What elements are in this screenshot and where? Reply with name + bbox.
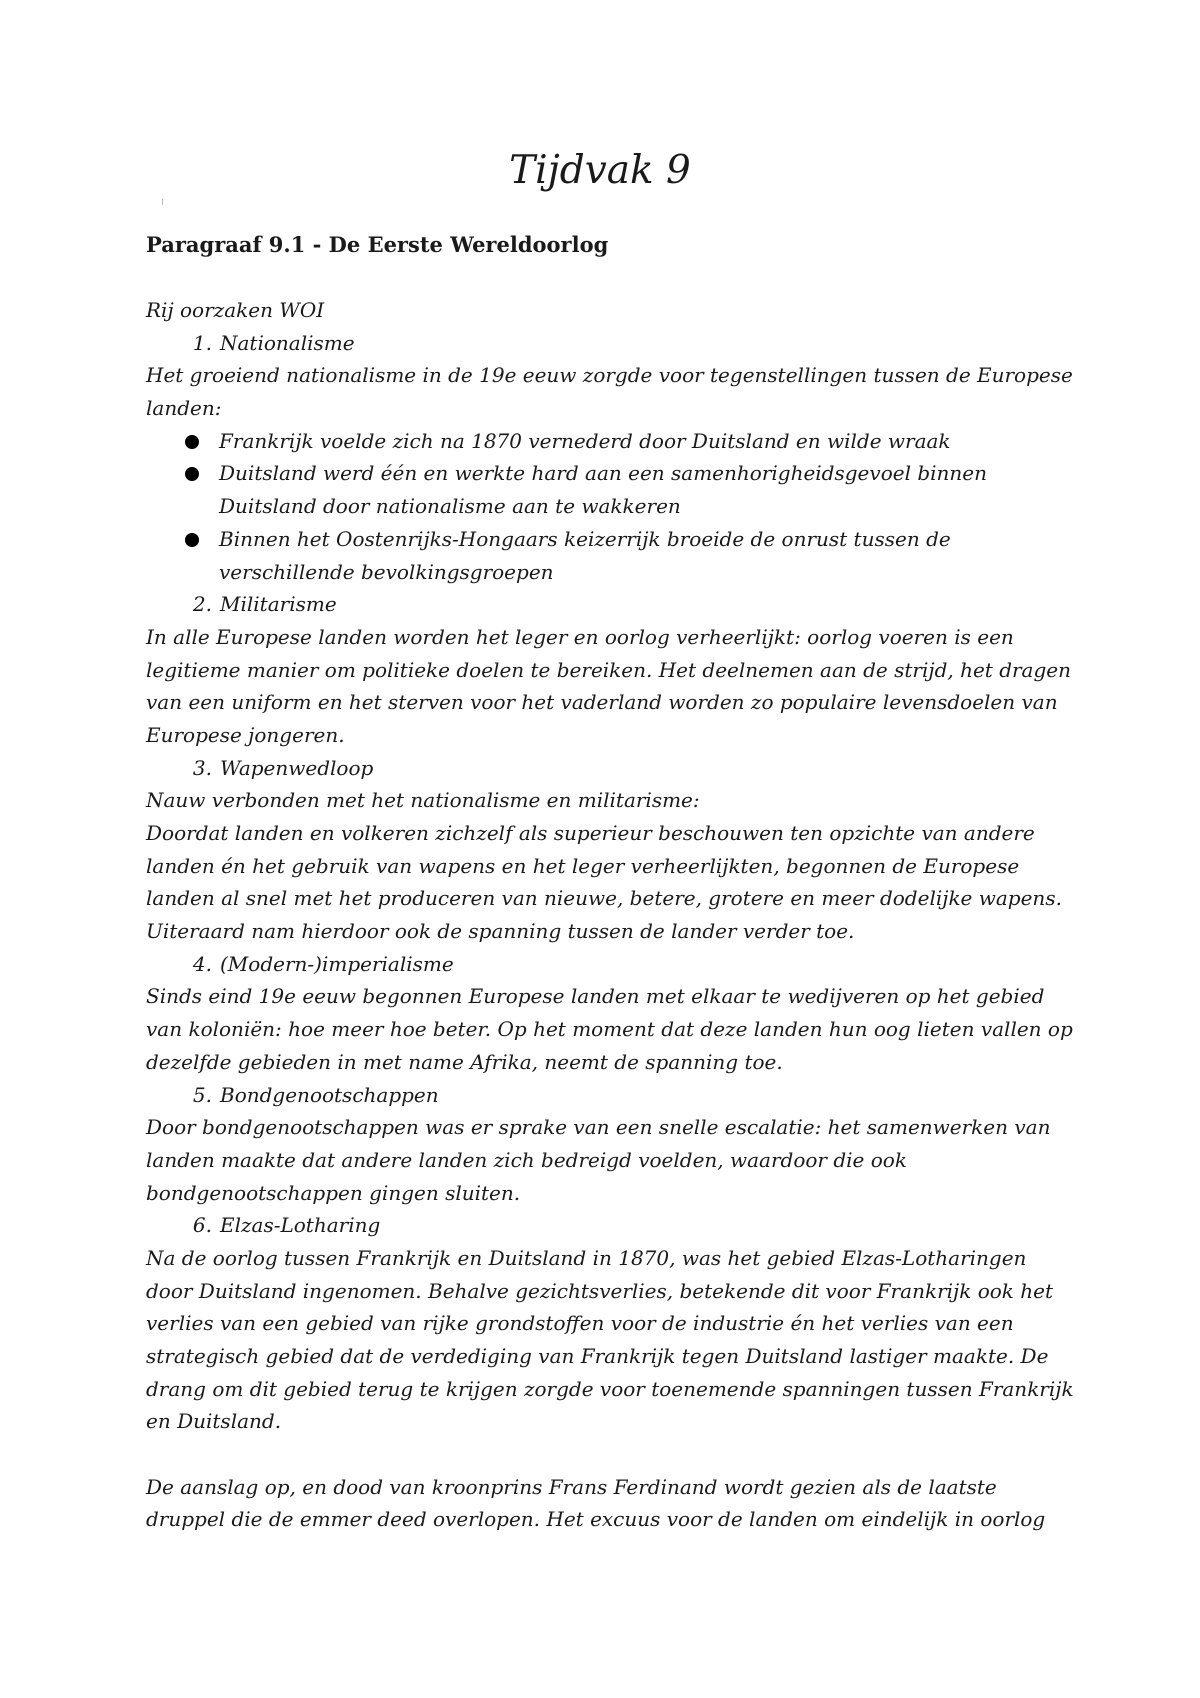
paragraph-line: Nauw verbonden met het nationalisme en militarisme: xyxy=(146,788,700,813)
paragraph-line: van koloniën: hoe meer hoe beter. Op het moment dat deze landen hun oog lieten vallen op xyxy=(146,1017,1073,1042)
list-label: Militarisme xyxy=(220,592,337,617)
list-label: Nationalisme xyxy=(220,330,355,355)
paragraph-line: drang om dit gebied terug te krijgen zorgde voor toenemende spanningen tussen Frankrijk xyxy=(146,1376,1074,1401)
paragraph-line: verlies van een gebied van rijke grondstoffen voor de industrie én het verlies van een xyxy=(146,1311,1014,1336)
bullet-icon xyxy=(185,533,199,547)
paragraph-line: strategisch gebied dat de verdediging van Frankrijk tegen Duitsland lastiger maakte. De xyxy=(146,1344,1049,1368)
paragraph-spacer xyxy=(146,1438,1076,1471)
closing-line: druppel die de emmer deed overlopen. Het excuus voor de landen om eindelijk in oorlog xyxy=(146,1507,1046,1532)
list-item-militarisme xyxy=(146,588,1076,621)
intro-line: Rij oorzaken WOI xyxy=(146,298,325,322)
bullet-icon xyxy=(185,435,199,449)
list-label: Elzas-Lotharing xyxy=(220,1213,381,1238)
list-number: 6. xyxy=(192,1213,212,1238)
list-label: (Modern-)imperialisme xyxy=(220,951,454,976)
section-heading: Paragraaf 9.1 - De Eerste Wereldoorlog xyxy=(146,232,609,257)
bullet-item xyxy=(146,457,1076,490)
paragraph-line: landen: xyxy=(146,396,222,421)
document-body xyxy=(146,294,1076,1536)
list-number: 2. xyxy=(192,592,212,617)
list-item-wapenwedloop xyxy=(146,752,1076,785)
paragraph-line: landen al snel met het produceren van nieuwe, betere, grotere en meer dodelijke wapens. xyxy=(146,886,1062,911)
list-label: Wapenwedloop xyxy=(220,755,374,780)
paragraph-line: landen én het gebruik van wapens en het leger verheerlijkten, begonnen de Europese xyxy=(146,853,1020,878)
paragraph-line: van een uniform en het sterven voor het vaderland worden zo populaire levensdoelen van xyxy=(146,690,1058,715)
bullet-text: Binnen het Oostenrijks-Hongaars keizerrijk broeide de onrust tussen de xyxy=(219,526,951,551)
bullet-icon xyxy=(185,467,199,481)
cursor-mark xyxy=(162,199,163,205)
paragraph-line: legitieme manier om politieke doelen te bereiken. Het deelnemen aan de strijd, het dragen xyxy=(146,657,1071,682)
paragraph-line: landen maakte dat andere landen zich bedreigd voelden, waardoor die ook xyxy=(146,1147,907,1172)
paragraph-line: en Duitsland. xyxy=(146,1409,282,1434)
paragraph-line: Doordat landen en volkeren zichzelf als superieur beschouwen ten opzichte van andere xyxy=(146,821,1035,845)
list-number: 4. xyxy=(192,951,212,976)
paragraph-line: dezelfde gebieden in met name Afrika, neemt de spanning toe. xyxy=(146,1049,783,1074)
list-item-imperialisme xyxy=(146,948,1076,981)
list-item-bondgenootschappen xyxy=(146,1079,1076,1112)
list-number: 1. xyxy=(192,330,212,355)
bullet-item xyxy=(146,523,1076,556)
bullet-text: Duitsland werd één en werkte hard aan een samenhorigheidsgevoel binnen xyxy=(219,461,987,486)
bullet-continuation: Duitsland door nationalisme aan te wakkeren xyxy=(219,494,681,519)
bullet-continuation: verschillende bevolkingsgroepen xyxy=(219,559,554,584)
bullet-text: Frankrijk voelde zich na 1870 vernederd door Duitsland en wilde wraak xyxy=(219,428,951,453)
paragraph-line: Europese jongeren. xyxy=(146,722,345,747)
paragraph-line: Na de oorlog tussen Frankrijk en Duitsland in 1870, was het gebied Elzas-Lotharingen xyxy=(146,1245,1027,1270)
paragraph-line: Uiteraard nam hierdoor ook de spanning tussen de lander verder toe. xyxy=(146,919,855,944)
paragraph-line: Het groeiend nationalisme in de 19e eeuw zorgde voor tegenstellingen tussen de Europese xyxy=(146,363,1073,388)
paragraph-line: In alle Europese landen worden het leger en oorlog verheerlijkt: oorlog voeren is een xyxy=(146,624,1014,649)
list-number: 5. xyxy=(192,1082,212,1107)
list-item-elzas-lotharing xyxy=(146,1209,1076,1242)
list-item-nationalisme xyxy=(146,327,1076,360)
list-number: 3. xyxy=(192,755,212,780)
closing-line: De aanslag op, en dood van kroonprins Frans Ferdinand wordt gezien als de laatste xyxy=(146,1474,997,1499)
paragraph-line: bondgenootschappen gingen sluiten. xyxy=(146,1180,521,1205)
paragraph-line: door Duitsland ingenomen. Behalve gezichtsverlies, betekende dit voor Frankrijk ook het xyxy=(146,1278,1054,1303)
bullet-item xyxy=(146,425,1076,458)
page-title: Tijdvak 9 xyxy=(509,148,691,193)
paragraph-line: Sinds eind 19e eeuw begonnen Europese landen met elkaar te wedijveren op het gebied xyxy=(146,984,1045,1009)
list-label: Bondgenootschappen xyxy=(220,1082,439,1107)
paragraph-line: Door bondgenootschappen was er sprake van een snelle escalatie: het samenwerken van xyxy=(146,1115,1051,1140)
